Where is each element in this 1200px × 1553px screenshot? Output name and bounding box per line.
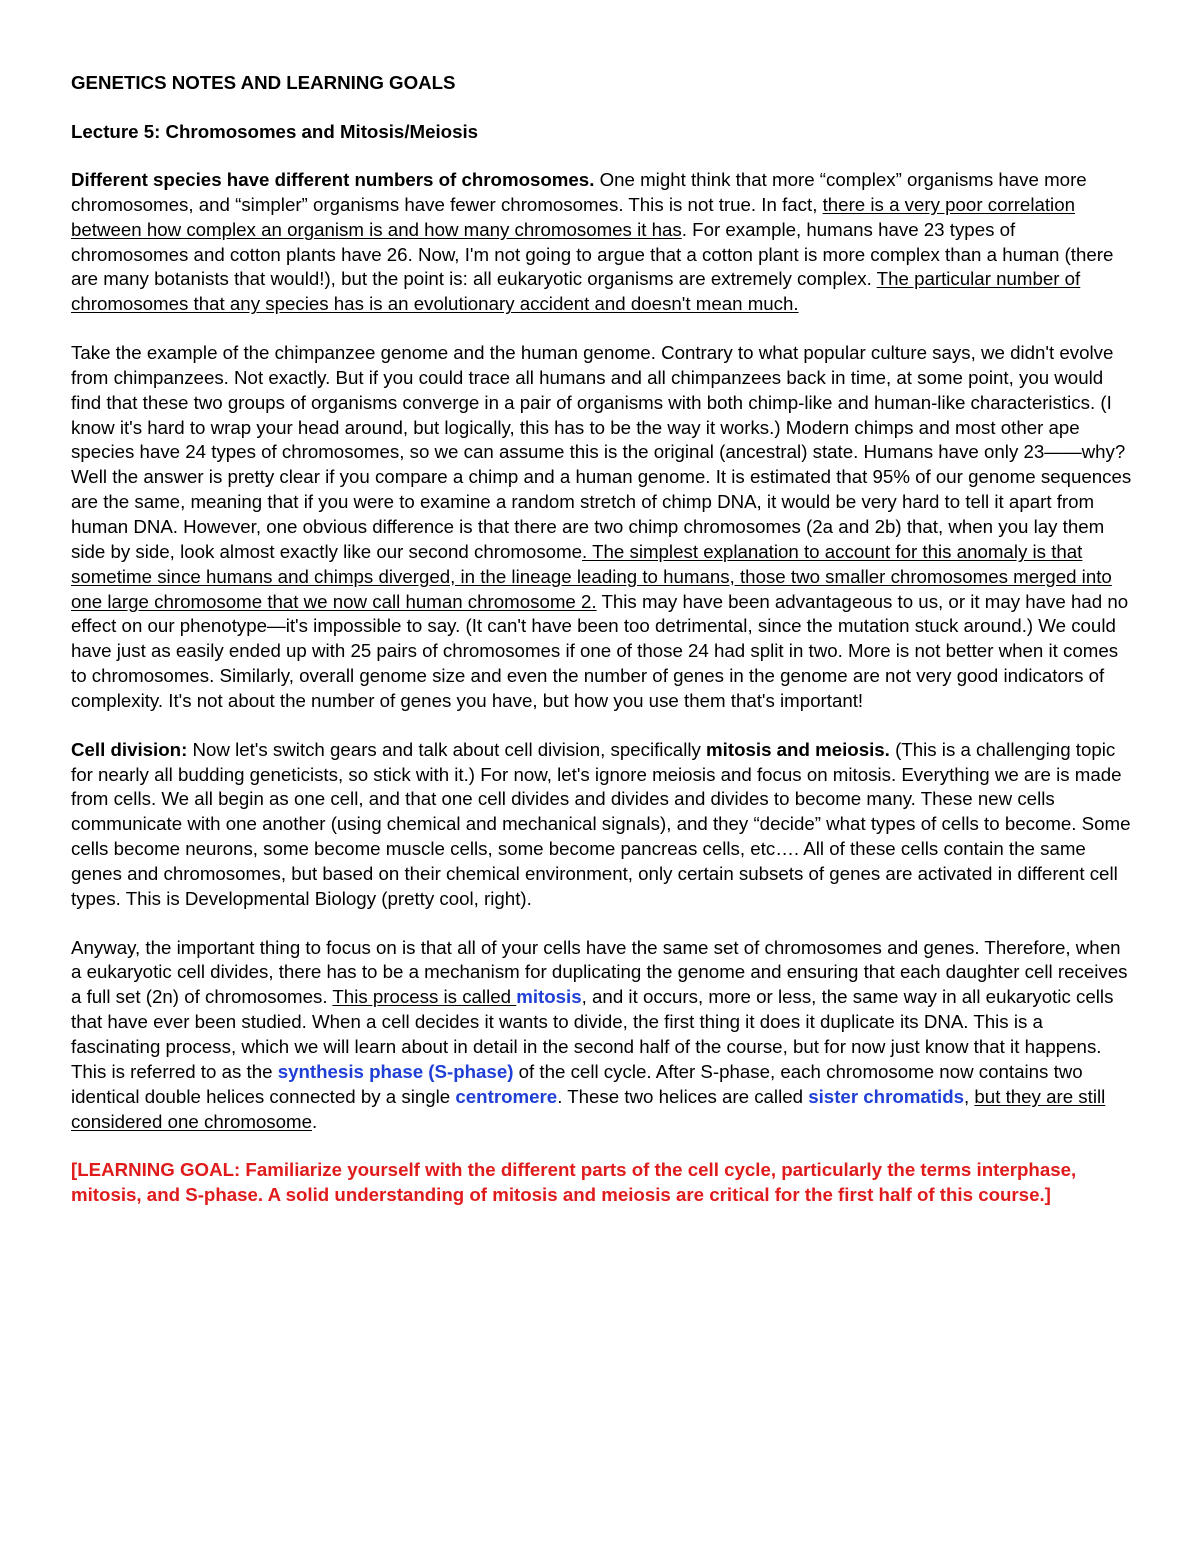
paragraph-cell-division: Cell division: Now let's switch gears and talk about cell division, specifically mitosis and meiosis. (This is a challenging topic for nearly all budding geneticists, so stick with it.) For now, let's ignore meiosis and focus on mitosis. Everything we are is made from cells. We all begin as one cell, and that one cell divides and divides and divides to become many. These new cells communicate with one another (using chemical and mechanical signals), and they “decide” what types of cells to become. Some cells become neurons, some become muscle cells, some become pancreas cells, etc…. All of these cells contain the same genes and chromosomes, but based on their chemical environment, only certain subsets of genes are activated in different cell types. This is Developmental Biology (pretty cool, right). xyxy=(71,738,1131,909)
paragraph-chimp-genome: Take the example of the chimpanzee genome and the human genome. Contrary to what popular culture says, we didn't evolve from chimpanzees. Not exactly. But if you could trace all humans and all chimpanzees back in time, at some point, you would find that these two groups of organisms converge in a pair of organisms with both chimp-like and human-like characteristics. (I know it's hard to wrap your head around, but logically, this has to be the way it works.) Modern chimps and most other ape species have 24 types of chromosomes, so we can assume this is the original (ancestral) state. Humans have only 23——why? Well the answer is pretty clear if you compare a chimp and a human genome. It is estimated that 95% of our genome sequences are the same, meaning that if you were to examine a random stretch of chimp DNA, it would be very hard to tell it apart from human DNA. However, one obvious difference is that there are two chimp chromosomes (2a and 2b) that, when you lay them side by side, look almost exactly like our second chromosome. The simplest explanation to account for this anomaly is that sometime since humans and chimps diverged, in the lineage leading to humans, those two smaller chromosomes merged into one large chromosome that we now call human chromosome 2. This may have been advantageous to us, or it may have had no effect on our phenotype—it's impossible to say. (It can't have been too detrimental, since the mutation stuck around.) We could have just as easily ended up with 25 pairs of chromosomes if one of those 24 had split in two. More is not better when it comes to chromosomes. Similarly, overall genome size and even the number of genes in the genome are not very good indicators of complexity. It's not about the number of genes you have, but how you use them that's important! xyxy=(71,342,1132,711)
underlined-text: This process is called xyxy=(332,986,517,1008)
paragraph-lead: Cell division: xyxy=(71,738,188,760)
underlined-text: but they are still considered one chromosome xyxy=(71,1085,1106,1132)
paragraph-mitosis: Anyway, the important thing to focus on is that all of your cells have the same set of chromosomes and genes. Therefore, when a eukaryotic cell divides, there has to be a mechanism for duplicating the genome and ensuring that each daughter cell receives a full set (2n) of chromosomes. This process is called mitosis, and it occurs, more or less, the same way in all eukaryotic cells that have ever been studied. When a cell decides it wants to divide, the first thing it does it duplicate its DNA. This is a fascinating process, which we will learn about in detail in the second half of the course, but for now just know that it happens. This is referred to as the synthesis phase (S-phase) of the cell cycle. After S-phase, each chromosome now contains two identical double helices connected by a single centromere. These two helices are called sister chromatids, but they are still considered one chromosome. xyxy=(71,936,1128,1132)
underlined-text: The particular number of chromosomes that any species has is an evolutionary accident and doesn't mean much. xyxy=(71,268,1081,315)
term-centromere: centromere xyxy=(455,1085,558,1107)
term-mitosis: mitosis xyxy=(516,986,582,1008)
underlined-text: there is a very poor correlation between how complex an organism is and how many chromosomes it has xyxy=(71,193,1075,240)
paragraph-chromosome-numbers: Different species have different numbers of chromosomes. One might think that more “complex” organisms have more chromosomes, and “simpler” organisms have fewer chromosomes. This is not true. In fact, there is a very poor correlation between how complex an organism is and how many chromosomes it has. For example, humans have 23 types of chromosomes and cotton plants have 26. Now, I'm not going to argue that a cotton plant is more complex than a human (there are many botanists that would!), but the point is: all eukaryotic organisms are extremely complex. The particular number of chromosomes that any species has is an evolutionary accident and doesn't mean much. xyxy=(71,169,1114,315)
document-title: GENETICS NOTES AND LEARNING GOALS xyxy=(71,72,456,93)
lecture-heading: Lecture 5: Chromosomes and Mitosis/Meiosis xyxy=(71,121,479,142)
bold-text: mitosis and meiosis. xyxy=(706,738,890,760)
learning-goal: [LEARNING GOAL: Familiarize yourself with the different parts of the cell cycle, particularly the terms interphase, mitosis, and S-phase. A solid understanding of mitosis and meiosis are critical for the first half of this course.] xyxy=(71,1159,1077,1206)
underlined-text: . The simplest explanation to account for this anomaly is that sometime since humans and chimps diverged, in the lineage leading to humans, those two smaller chromosomes merged into one large chromosome that we now call human chromosome 2. xyxy=(71,540,1112,612)
term-synthesis-phase: synthesis phase (S-phase) xyxy=(277,1060,514,1082)
term-sister-chromatids: sister chromatids xyxy=(808,1085,965,1107)
paragraph-lead: Different species have different numbers of chromosomes. xyxy=(71,169,595,190)
document-page xyxy=(71,70,1136,1208)
